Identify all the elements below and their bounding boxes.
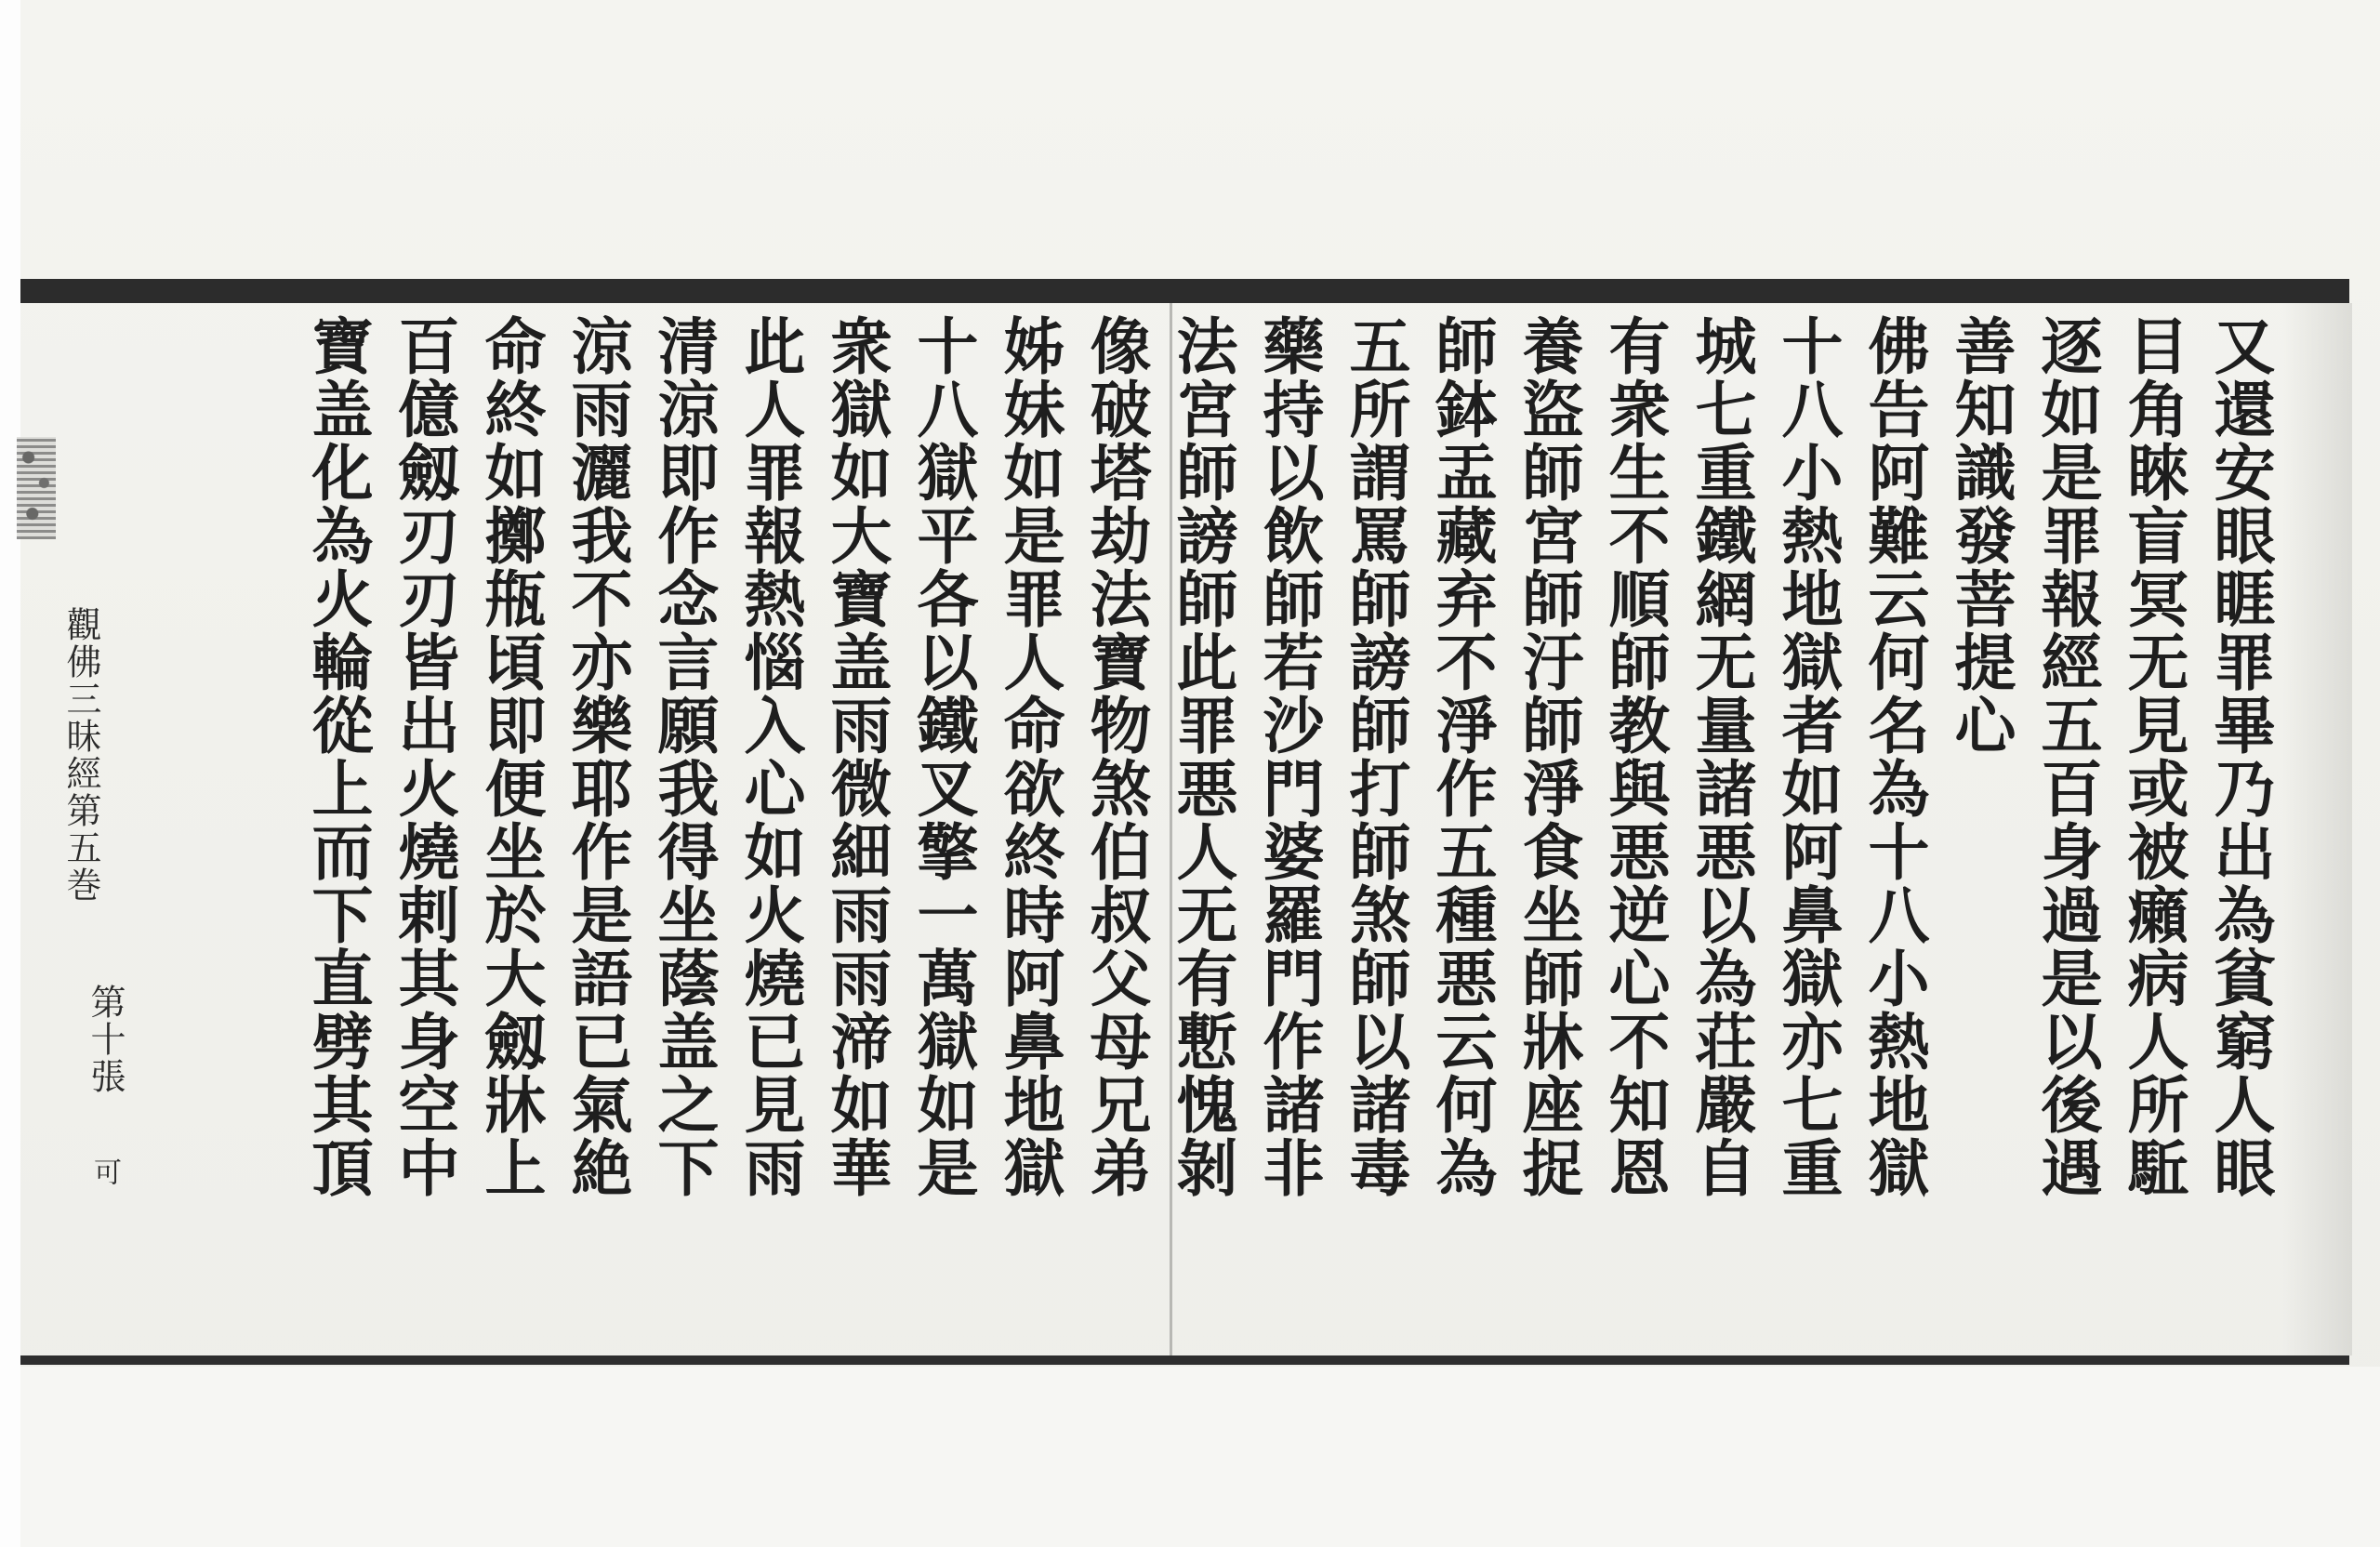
- sutra-text-block: [116, 314, 2282, 1348]
- text-column-6: 十八小熱地獄者如阿鼻獄亦七重: [1771, 314, 1844, 1199]
- text-column-12: 藥持以飲師若沙門婆羅門作諸非: [1252, 314, 1325, 1199]
- frame-top-border: [20, 279, 2349, 303]
- text-column-10: 師鉢盂藏弃不淨作五種悪云何為: [1425, 314, 1498, 1199]
- seal-stamp: [17, 437, 56, 539]
- text-column-13: 法宮師謗師此罪悪人无有慙愧剝: [1166, 314, 1238, 1199]
- text-column-20: 涼雨灑我不亦樂耶作是語已氣絶: [561, 314, 633, 1199]
- text-column-17: 衆獄如大寶盖雨微細雨雨渧如華: [820, 314, 892, 1199]
- text-column-3: 逐如是罪報經五百身過是以後遇: [2030, 314, 2103, 1199]
- frame-right-shadow: [2282, 303, 2352, 1355]
- text-column-2: 目角睞盲冥无見或被癩病人所駈: [2117, 314, 2189, 1199]
- text-column-14: 像破塔劫法寶物煞伯叔父母兄弟: [1079, 314, 1152, 1199]
- text-column-21: 命終如擲甁頃即便坐於大劔牀上: [474, 314, 547, 1199]
- margin-sutra-title: 觀佛三昧經第五巻: [60, 606, 101, 904]
- text-column-11: 五所謂罵師謗師打師煞師以諸毒: [1339, 314, 1411, 1199]
- text-column-23: 寶盖化為火輪從上而下直劈其頂: [301, 314, 374, 1199]
- frame-bottom-border: [20, 1355, 2349, 1365]
- text-column-16: 十八獄平各以鐵叉擎一萬獄如是: [906, 314, 979, 1199]
- text-column-19: 清涼即作念言願我得坐蔭盖之下: [647, 314, 720, 1199]
- text-column-9: 養盜師宮師汙師淨食坐師牀座捉: [1512, 314, 1584, 1199]
- margin-carver-mark: 可: [88, 1157, 121, 1185]
- margin-page-number: 第十張: [85, 984, 126, 1095]
- text-column-7: 城七重鐵網无量諸悪以為荘嚴自: [1685, 314, 1757, 1199]
- text-column-4: 善知識發菩提心: [1944, 314, 2016, 757]
- text-column-8: 有衆生不順師教與悪逆心不知恩: [1598, 314, 1671, 1199]
- text-column-18: 此人罪報熱惱入心如火燒已見雨: [734, 314, 806, 1199]
- text-column-15: 姊妹如是罪人命欲終時阿鼻地獄: [993, 314, 1065, 1199]
- text-column-5: 佛告阿難云何名為十八小熱地獄: [1858, 314, 1930, 1199]
- text-column-22: 百億劔刃刃皆出火燒剌其身空中: [388, 314, 460, 1199]
- text-column-1: 又還安眼睚罪畢乃出為貧窮人眼: [2203, 314, 2276, 1199]
- paper-lower-margin: [20, 1367, 2380, 1547]
